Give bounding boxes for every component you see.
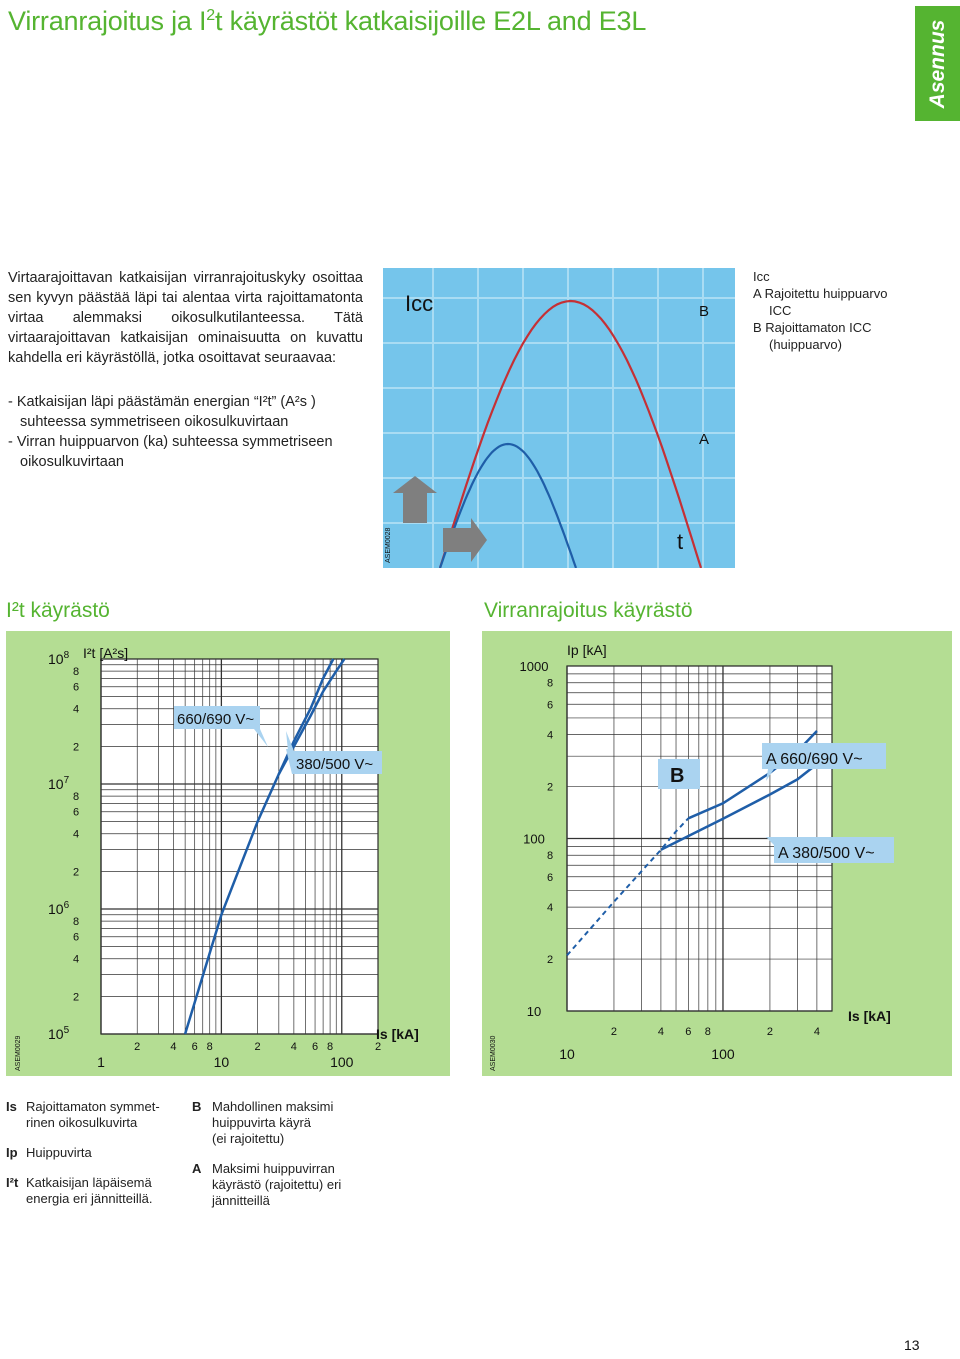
y-minor-tick-label: 8 xyxy=(72,916,80,929)
x-minor-tick-label: 6 xyxy=(311,1041,319,1053)
section-tab-label: Asennus xyxy=(925,19,949,108)
y-minor-tick-label: 2 xyxy=(72,991,80,1004)
bottom-legend-right: B Mahdollinen maksimi huippuvirta käyrä (ei rajoitettu) A Maksimi huippuvirran käyrästö (rajoitettu) eri jännitteillä xyxy=(192,1099,342,1208)
annotation-b xyxy=(658,759,700,789)
legend-b-cont: (huippuarvo) xyxy=(769,337,842,352)
x-minor-tick-label: 8 xyxy=(206,1041,213,1053)
x-minor-tick-label: 4 xyxy=(290,1041,297,1053)
svg-text:A 380/500 V~: A 380/500 V~ xyxy=(778,845,875,862)
x-minor-tick-label: 2 xyxy=(610,1026,618,1038)
legend-a: A Rajoitettu huippuarvo xyxy=(753,286,888,301)
svg-text:660/690 V~: 660/690 V~ xyxy=(177,711,255,728)
y-minor-tick-label: 8 xyxy=(546,850,554,863)
current-limiting-diagram xyxy=(383,268,735,568)
curve-b-label: B xyxy=(699,303,710,320)
curve-a-label: A xyxy=(699,431,710,448)
figure-code: ASEM0030 xyxy=(490,1035,497,1071)
x-axis-label: Is [kA] xyxy=(376,1026,419,1042)
x-tick-label: 100 xyxy=(330,1054,354,1070)
bullet-item: - Katkaisijan läpi päästämän energian “I²t” (A²s ) suhteessa symmetriseen oikosulkuvirtaan xyxy=(8,394,316,430)
x-minor-tick-label: 2 xyxy=(254,1041,261,1053)
svg-text:380/500 V~: 380/500 V~ xyxy=(296,756,374,773)
y-tick-label: $10^7$ xyxy=(48,775,70,792)
y-minor-tick-label: 6 xyxy=(546,871,554,884)
page-title: Virranrajoitus ja $I^2t$ käyrästöt katkaisijoille E2L and E3L xyxy=(8,6,647,36)
bullet-item: - Virran huippuarvon (ka) suhteessa symmetriseen oikosulkuvirtaan xyxy=(8,434,333,470)
figure-code: ASEM0029 xyxy=(15,1035,22,1071)
bottom-legend-left: Is Rajoittamaton symmet- rinen oikosulkuvirta Ip Huippuvirta I²t Katkaisijan läpäisemä energia eri jännitteillä. xyxy=(6,1099,160,1206)
y-minor-tick-label: 2 xyxy=(546,781,554,794)
y-minor-tick-label: 8 xyxy=(546,677,554,690)
x-tick-label: 10 xyxy=(559,1046,575,1062)
time-axis-label: t xyxy=(677,529,684,554)
icc-label: Icc xyxy=(405,291,434,316)
x-minor-tick-label: 2 xyxy=(134,1041,141,1053)
x-minor-tick-label: 6 xyxy=(685,1026,692,1038)
x-tick-label: 100 xyxy=(711,1046,735,1062)
legend-a-cont: ICC xyxy=(769,303,792,318)
y-tick-label: 10 xyxy=(526,1004,542,1019)
y-tick-label: $10^5$ xyxy=(48,1025,70,1042)
x-minor-tick-label: 4 xyxy=(657,1026,664,1038)
legend-head: Icc xyxy=(753,269,770,284)
x-minor-tick-label: 2 xyxy=(374,1041,382,1053)
y-minor-tick-label: 4 xyxy=(546,729,554,742)
y-minor-tick-label: 4 xyxy=(546,902,554,915)
y-minor-tick-label: 4 xyxy=(72,828,80,841)
y-tick-label: 100 xyxy=(523,831,545,847)
legend-b: B Rajoittamaton ICC xyxy=(753,320,872,335)
x-axis-label: Is [kA] xyxy=(848,1008,891,1024)
x-minor-tick-label: 4 xyxy=(813,1026,820,1038)
diagram-legend xyxy=(753,268,887,353)
y-minor-tick-label: 4 xyxy=(72,703,80,716)
annotation-a-380 xyxy=(766,837,894,863)
y-minor-tick-label: 6 xyxy=(72,806,80,819)
x-tick-label: 1 xyxy=(97,1054,105,1070)
x-minor-tick-label: 2 xyxy=(766,1026,773,1038)
x-tick-label: 10 xyxy=(213,1054,230,1070)
x-minor-tick-label: 4 xyxy=(170,1041,177,1053)
y-minor-tick-label: 6 xyxy=(72,931,80,944)
y-tick-label: $10^8$ xyxy=(48,650,70,667)
i2t-chart-heading: I²t käyrästö xyxy=(6,599,110,622)
y-minor-tick-label: 2 xyxy=(72,741,80,754)
x-minor-tick-label: 8 xyxy=(327,1041,334,1053)
section-tab[interactable] xyxy=(915,6,960,121)
y-minor-tick-label: 6 xyxy=(72,681,80,694)
y-minor-tick-label: 8 xyxy=(72,791,80,804)
svg-text:A 660/690 V~: A 660/690 V~ xyxy=(766,751,863,768)
i2t-chart xyxy=(6,631,450,1076)
bullet-list xyxy=(8,392,373,472)
y-minor-tick-label: 2 xyxy=(72,866,80,879)
limiting-chart-heading: Virranrajoitus käyrästö xyxy=(484,599,693,622)
y-minor-tick-label: 6 xyxy=(546,699,554,712)
x-minor-tick-label: 6 xyxy=(191,1041,198,1053)
y-axis-label: Ip [kA] xyxy=(567,642,607,658)
svg-text:B: B xyxy=(670,765,685,787)
page-number: 13 xyxy=(904,1337,920,1353)
current-limiting-chart xyxy=(482,631,952,1076)
x-minor-tick-label: 8 xyxy=(704,1026,711,1038)
y-minor-tick-label: 8 xyxy=(72,666,80,679)
figure-code: ASEM0028 xyxy=(385,527,392,563)
intro-paragraph: Virtaarajoittavan katkaisijan virranrajoituskyky osoittaa sen kyvyn päästää läpi tai alentaa virta rajoittamatonta virtaa alemmaksi oikosulkutilanteessa. Tätä virtaarajoittavan katkaisijan ominaisuutta on kuvattu kahdella eri käyrästöllä, jotka osoittavat seuraavaa: xyxy=(8,270,363,366)
y-minor-tick-label: 2 xyxy=(546,954,554,967)
y-tick-label: 1000 xyxy=(519,659,549,674)
y-axis-label: I²t [A²s] xyxy=(83,645,129,661)
y-minor-tick-label: 4 xyxy=(72,953,80,966)
y-tick-label: $10^6$ xyxy=(48,900,70,917)
